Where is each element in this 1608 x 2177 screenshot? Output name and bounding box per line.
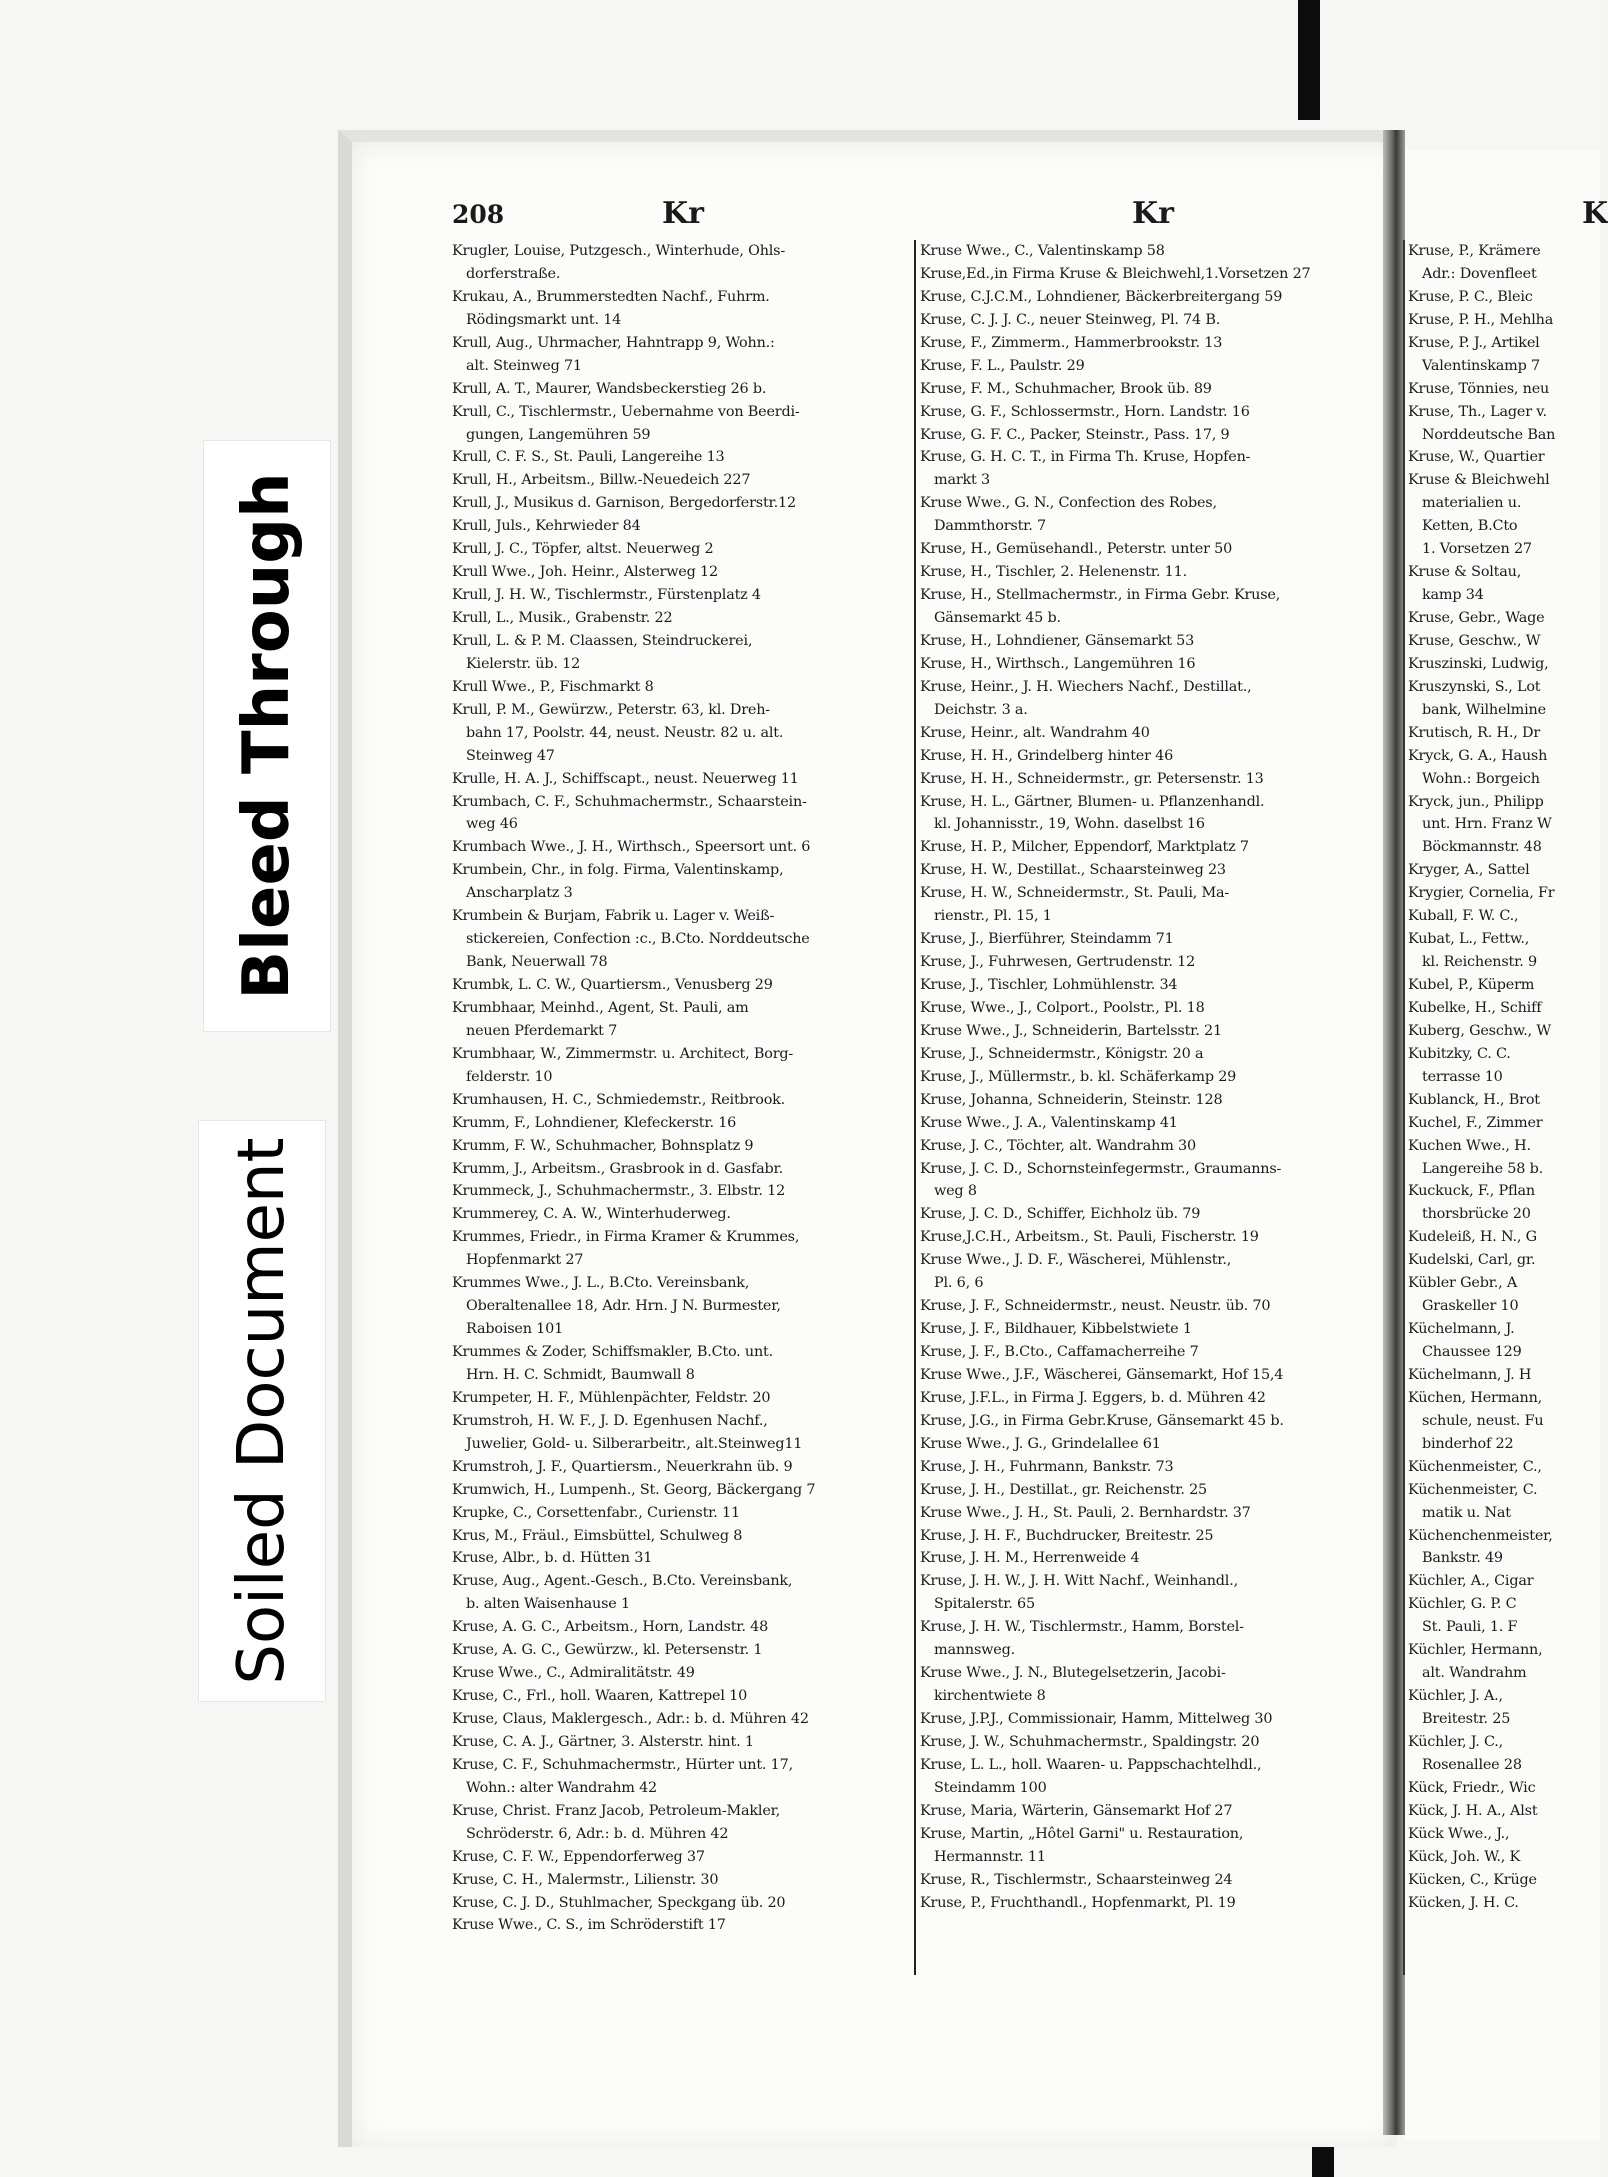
directory-entry-line: Kruse, Heinr., alt. Wandrahm 40 <box>920 724 1150 741</box>
directory-entry-line: Kruse, R., Tischlermstr., Schaarsteinweg 24 <box>920 1871 1233 1888</box>
directory-entry-line: Gänsemarkt 45 b. <box>934 610 1061 626</box>
directory-entry-line: Kruse Wwe., J. H., St. Pauli, 2. Bernhardstr. 37 <box>920 1504 1251 1521</box>
bleed-through-label <box>203 440 331 1032</box>
directory-entry-line: Rödingsmarkt unt. 14 <box>466 311 622 328</box>
directory-entry-line: Kruse, F. L., Paulstr. 29 <box>920 357 1085 374</box>
directory-entry-line: Kruse, H. P., Milcher, Eppendorf, Marktplatz 7 <box>920 839 1249 856</box>
directory-entry-line: Kruse, Th., Lager v. <box>1408 403 1547 420</box>
directory-entry-line: Kruse, W., Quartier <box>1408 449 1545 466</box>
directory-entry-line: Krumbhaar, Meinhd., Agent, St. Pauli, am <box>452 999 749 1016</box>
directory-entry-line: markt 3 <box>934 472 990 489</box>
directory-entry-line: Kryck, jun., Philipp <box>1408 793 1544 810</box>
directory-entry-line: Kruse, H. L., Gärtner, Blumen- u. Pflanzenhandl. <box>920 793 1265 810</box>
directory-entry-line: Kruse, P. J., Artikel <box>1408 334 1540 351</box>
directory-entry-line: Krummes & Zoder, Schiffsmakler, B.Cto. unt. <box>452 1344 774 1360</box>
directory-entry-line: Krumstroh, J. F., Quartiersm., Neuerkrahn üb. 9 <box>452 1458 793 1475</box>
directory-entry-line: Küchler, Hermann, <box>1408 1642 1543 1659</box>
directory-entry-line: Kielerstr. üb. 12 <box>466 655 581 672</box>
directory-entry-line: Kruse, J. H., Fuhrmann, Bankstr. 73 <box>920 1458 1174 1475</box>
directory-entry-line: Krull, J., Musikus d. Garnison, Bergedorferstr.12 <box>452 495 796 512</box>
directory-entry-line: Steinweg 47 <box>466 747 555 764</box>
directory-entry-line: Kubitzky, C. C. <box>1408 1045 1511 1062</box>
directory-entry-line: Kruse, Maria, Wärterin, Gänsemarkt Hof 27 <box>920 1802 1233 1819</box>
directory-entry-line: Kruse, J. F., B.Cto., Caffamacherreihe 7 <box>920 1344 1199 1360</box>
directory-entry-line: Kruse, H., Tischler, 2. Helenenstr. 11. <box>920 564 1187 581</box>
directory-entry-line: Krumm, F. W., Schuhmacher, Bohnsplatz 9 <box>452 1137 754 1154</box>
directory-entry-line: Küchler, A., Cigar <box>1408 1573 1534 1590</box>
directory-entry-line: Kück, Friedr., Wic <box>1408 1779 1536 1796</box>
directory-entry-line: Kruse Wwe., J.F., Wäscherei, Gänsemarkt, Hof 15,4 <box>920 1366 1284 1383</box>
directory-entry-line: Küchelmann, J. H <box>1408 1366 1532 1383</box>
directory-entry-line: Kruse, P., Fruchthandl., Hopfenmarkt, Pl. 19 <box>920 1894 1236 1911</box>
directory-entry-line: Kück, J. H. A., Alst <box>1408 1802 1538 1819</box>
directory-entry-line: Kruse, J., Bierführer, Steindamm 71 <box>920 931 1174 948</box>
directory-entry-line: kamp 34 <box>1422 587 1484 604</box>
directory-entry-line: Kubel, P., Küperm <box>1408 977 1535 993</box>
directory-entry-line: Kruse, H. H., Schneidermstr., gr. Petersenstr. 13 <box>920 770 1264 787</box>
directory-entry-line: Krummeck, J., Schuhmachermstr., 3. Elbstr. 12 <box>452 1183 786 1200</box>
directory-entry-line: Kryger, A., Sattel <box>1408 862 1530 879</box>
directory-entry-line: Schröderstr. 6, Adr.: b. d. Mühren 42 <box>466 1825 729 1842</box>
directory-entry-line: gungen, Langemühren 59 <box>466 426 651 443</box>
directory-entry-line: Kück, Joh. W., K <box>1408 1848 1521 1865</box>
directory-entry-line: Kruse, H. W., Schneidermstr., St. Pauli, Ma- <box>920 885 1230 902</box>
directory-entry-line: Norddeutsche Ban <box>1422 426 1556 443</box>
directory-entry-line: Krull, H., Arbeitsm., Billw.-Neuedeich 227 <box>452 472 751 489</box>
bleed-through-text: Bleed Through <box>230 472 304 1000</box>
directory-entry-line: weg 8 <box>934 1183 977 1200</box>
directory-entry-line: Küchenchenmeister, <box>1408 1527 1553 1544</box>
directory-entry-line: Chaussee 129 <box>1422 1344 1522 1360</box>
directory-entry-line: Krumbach, C. F., Schuhmachermstr., Schaarstein- <box>452 793 807 810</box>
soiled-document-label <box>198 1120 326 1702</box>
directory-entry-line: felderstr. 10 <box>466 1068 553 1085</box>
directory-entry-line: Valentinskamp 7 <box>1422 357 1540 374</box>
directory-entry-line: Kruse, Wwe., J., Colport., Poolstr., Pl. 18 <box>920 999 1205 1016</box>
directory-entry-line: Kruse, Aug., Agent.-Gesch., B.Cto. Vereinsbank, <box>452 1573 793 1590</box>
directory-entry-line: Kruse, C., Frl., holl. Waaren, Kattrepel 10 <box>452 1688 748 1705</box>
directory-entry-line: Krull, Aug., Uhrmacher, Hahntrapp 9, Wohn.: <box>452 334 775 351</box>
directory-entry-line: Kruse Wwe., G. N., Confection des Robes, <box>920 495 1217 512</box>
directory-entry-line: Kruse, J.G., in Firma Gebr.Kruse, Gänsemarkt 45 b. <box>920 1412 1284 1429</box>
directory-entry-line: Krumbk, L. C. W., Quartiersm., Venusberg 29 <box>452 977 773 993</box>
directory-entry-line: Kruse, Johanna, Schneiderin, Steinstr. 128 <box>920 1091 1223 1108</box>
directory-entry-line: Kücken, J. H. C. <box>1408 1894 1519 1911</box>
directory-entry-line: Krull, L. & P. M. Claassen, Steindruckerei, <box>452 632 753 649</box>
directory-entry-line: Kruse, J. C. D., Schornsteinfegermstr., Graumanns- <box>920 1160 1282 1177</box>
directory-entry-line: Kruse, J. F., Bildhauer, Kibbelstwiete 1 <box>920 1321 1192 1338</box>
directory-entry-line: Krumbein & Burjam, Fabrik u. Lager v. Weiß- <box>452 908 775 925</box>
directory-entry-line: stickereien, Confection :c., B.Cto. Norddeutsche <box>466 931 810 948</box>
directory-entry-line: Kruse, C. A. J., Gärtner, 3. Alsterstr. hint. 1 <box>452 1733 754 1750</box>
directory-entry-line: Kruse, J. H. W., J. H. Witt Nachf., Weinhandl., <box>920 1573 1238 1590</box>
directory-entry-line: Ketten, B.Cto <box>1422 518 1518 535</box>
directory-entry-line: Kruse, H. H., Grindelberg hinter 46 <box>920 747 1174 764</box>
directory-entry-line: Kruse, H., Wirthsch., Langemühren 16 <box>920 655 1196 672</box>
directory-entry-line: Kuchel, F., Zimmer <box>1408 1114 1543 1131</box>
directory-entry-line: b. alten Waisenhause 1 <box>466 1596 630 1613</box>
right-running-head: Kr <box>1132 196 1174 231</box>
directory-entry-line: Krumbhaar, W., Zimmermstr. u. Architect, Borg- <box>452 1045 794 1062</box>
page-number: 208 <box>452 200 505 229</box>
directory-entry-line: Kruse, P. C., Bleic <box>1408 288 1533 305</box>
directory-entry-line: Küchen, Hermann, <box>1408 1389 1543 1406</box>
column-rule <box>914 240 916 1975</box>
directory-entry-line: matik u. Nat <box>1422 1504 1511 1521</box>
directory-entry-line: thorsbrücke 20 <box>1422 1206 1531 1223</box>
directory-entry-line: Hrn. H. C. Schmidt, Baumwall 8 <box>466 1366 695 1383</box>
directory-entry-line: Kubat, L., Fettw., <box>1408 931 1530 948</box>
directory-entry-line: Kruszinski, Ludwig, <box>1408 655 1549 672</box>
directory-entry-line: Kruse & Soltau, <box>1408 564 1522 581</box>
directory-entry-line: Krull, P. M., Gewürzw., Peterstr. 63, kl. Dreh- <box>452 701 770 718</box>
directory-entry-line: alt. Steinweg 71 <box>466 357 582 374</box>
directory-entry-line: Krumpeter, H. F., Mühlenpächter, Feldstr. 20 <box>452 1389 771 1406</box>
left-column <box>452 240 912 1937</box>
directory-entry-line: Kruse, Heinr., J. H. Wiechers Nachf., Destillat., <box>920 678 1252 695</box>
directory-entry-line: Kruse, F. M., Schuhmacher, Brook üb. 89 <box>920 380 1212 397</box>
directory-entry-line: materialien u. <box>1422 495 1522 512</box>
directory-entry-line: Kuball, F. W. C., <box>1408 908 1519 925</box>
directory-entry-line: Spitalerstr. 65 <box>934 1596 1035 1613</box>
directory-entry-line: Kruse Wwe., J., Schneiderin, Bartelsstr. 21 <box>920 1022 1222 1039</box>
directory-entry-line: Graskeller 10 <box>1422 1298 1519 1315</box>
directory-entry-line: Krull, C. F. S., St. Pauli, Langereihe 13 <box>452 449 725 466</box>
directory-entry-line: Adr.: Dovenfleet <box>1422 265 1537 282</box>
directory-entry-line: Kruse Wwe., C. S., im Schröderstift 17 <box>452 1917 726 1934</box>
directory-entry-line: Kruse, P., Krämere <box>1408 243 1541 259</box>
directory-entry-line: Oberaltenallee 18, Adr. Hrn. J N. Burmester, <box>466 1298 781 1315</box>
directory-entry-line: Krumwich, H., Lumpenh., St. Georg, Bäckergang 7 <box>452 1481 816 1498</box>
directory-entry-line: Kruse, J. C., Töchter, alt. Wandrahm 30 <box>920 1137 1196 1154</box>
right-column <box>920 240 1382 1914</box>
directory-entry-line: Kuberg, Geschw., W <box>1408 1022 1551 1039</box>
directory-entry-line: Kruse, J., Fuhrwesen, Gertrudenstr. 12 <box>920 954 1196 971</box>
directory-entry-line: Krygier, Cornelia, Fr <box>1408 885 1555 902</box>
directory-entry-line: Kruse & Bleichwehl <box>1408 472 1550 489</box>
directory-entry-line: Krutisch, R. H., Dr <box>1408 724 1541 741</box>
directory-entry-line: Kruse Wwe., J. G., Grindelallee 61 <box>920 1435 1161 1452</box>
directory-entry-line: Kruse, C. J. J. C., neuer Steinweg, Pl. 74 B. <box>920 311 1221 328</box>
directory-entry-line: St. Pauli, 1. F <box>1422 1619 1518 1636</box>
directory-entry-line: Krumstroh, H. W. F., J. D. Egenhusen Nachf., <box>452 1412 768 1429</box>
directory-entry-line: Krumbein, Chr., in folg. Firma, Valentinskamp, <box>452 862 784 879</box>
directory-entry-line: Böckmannstr. 48 <box>1422 839 1542 856</box>
directory-entry-line: Kruse, C. F., Schuhmachermstr., Hürter unt. 17, <box>452 1756 793 1773</box>
directory-entry-line: Krumm, F., Lohndiener, Klefeckerstr. 16 <box>452 1114 737 1131</box>
directory-entry-line: binderhof 22 <box>1422 1435 1514 1452</box>
directory-entry-line: Hermannstr. 11 <box>934 1848 1046 1865</box>
directory-entry-line: Kruse, F., Zimmerm., Hammerbrookstr. 13 <box>920 334 1223 351</box>
directory-entry-line: Kruse, Tönnies, neu <box>1408 380 1550 397</box>
directory-entry-line: Deichstr. 3 a. <box>934 701 1028 718</box>
directory-entry-line: Kruse, J., Tischler, Lohmühlenstr. 34 <box>920 977 1178 993</box>
directory-entry-line: Krull, J. C., Töpfer, altst. Neuerweg 2 <box>452 541 714 558</box>
directory-entry-line: Kruse Wwe., C., Valentinskamp 58 <box>920 243 1165 259</box>
directory-entry-line: Kruse, C. H., Malermstr., Lilienstr. 30 <box>452 1871 719 1888</box>
directory-entry-line: Breitestr. 25 <box>1422 1711 1511 1727</box>
directory-entry-line: Kruse, J.P.J., Commissionair, Hamm, Mittelweg 30 <box>920 1711 1273 1727</box>
directory-entry-line: Steindamm 100 <box>934 1779 1047 1796</box>
directory-entry-line: Kruse, H. W., Destillat., Schaarsteinweg 23 <box>920 862 1226 879</box>
directory-entry-line: 1. Vorsetzen 27 <box>1422 541 1532 558</box>
directory-entry-line: weg 46 <box>466 816 518 833</box>
directory-entry-line: Krulle, H. A. J., Schiffscapt., neust. Neuerweg 11 <box>452 770 799 787</box>
directory-entry-line: Krummes Wwe., J. L., B.Cto. Vereinsbank, <box>452 1275 750 1292</box>
directory-entry-line: rienstr., Pl. 15, 1 <box>934 908 1052 925</box>
directory-entry-line: Kruszynski, S., Lot <box>1408 678 1541 695</box>
directory-entry-line: Kruse, J. H. M., Herrenweide 4 <box>920 1550 1140 1567</box>
directory-entry-line: Küchler, G. P. C <box>1408 1596 1517 1613</box>
directory-entry-line: Rosenallee 28 <box>1422 1756 1522 1773</box>
directory-entry-line: Kruse, H., Lohndiener, Gänsemarkt 53 <box>920 632 1195 649</box>
directory-entry-line: Kruse, J. F., Schneidermstr., neust. Neustr. üb. 70 <box>920 1298 1271 1315</box>
directory-entry-line: Wohn.: alter Wandrahm 42 <box>466 1779 658 1796</box>
page-gutter <box>1383 130 1405 2135</box>
directory-entry-line: Kruse, J. H., Destillat., gr. Reichenstr. 25 <box>920 1481 1207 1498</box>
directory-entry-line: Kruse, L. L., holl. Waaren- u. Pappschachtelhdl., <box>920 1756 1262 1773</box>
directory-entry-line: Kryck, G. A., Haush <box>1408 747 1548 764</box>
directory-entry-line: Kruse, Martin, „Hôtel Garni" u. Restauration, <box>920 1825 1244 1842</box>
directory-entry-line: terrasse 10 <box>1422 1068 1503 1085</box>
directory-entry-line: kl. Reichenstr. 9 <box>1422 954 1537 971</box>
directory-entry-line: Kruse, Claus, Maklergesch., Adr.: b. d. Mühren 42 <box>452 1711 809 1727</box>
directory-entry-line: Kruse, J. H. F., Buchdrucker, Breitestr. 25 <box>920 1527 1214 1544</box>
directory-entry-line: Krummerey, C. A. W., Winterhuderweg. <box>452 1206 731 1223</box>
facing-page-column <box>1408 240 1600 1914</box>
directory-entry-line: Kruse, G. F., Schlossermstr., Horn. Landstr. 16 <box>920 403 1250 420</box>
directory-entry-line: Krummes, Friedr., in Firma Kramer & Krummes, <box>452 1229 800 1246</box>
directory-entry-line: Kruse Wwe., J. N., Blutegelsetzerin, Jacobi- <box>920 1665 1226 1682</box>
directory-entry-line: Kruse, P. H., Mehlha <box>1408 311 1554 328</box>
directory-entry-line: dorferstraße. <box>466 265 561 282</box>
directory-entry-line: Kruse, A. G. C., Arbeitsm., Horn, Landstr. 48 <box>452 1619 769 1636</box>
directory-entry-line: Kudelski, Carl, gr. <box>1408 1252 1536 1269</box>
directory-entry-line: Kublanck, H., Brot <box>1408 1091 1540 1108</box>
directory-entry-line: Kruse, G. F. C., Packer, Steinstr., Pass. 17, 9 <box>920 426 1230 443</box>
directory-entry-line: Krupke, C., Corsettenfabr., Curienstr. 11 <box>452 1504 740 1521</box>
directory-entry-line: Kruse,Ed.,in Firma Kruse & Bleichwehl,1.Vorsetzen 27 <box>920 265 1311 282</box>
directory-entry-line: Wohn.: Borgeich <box>1422 770 1540 787</box>
directory-entry-line: Kruse, C.J.C.M., Lohndiener, Bäckerbreitergang 59 <box>920 288 1283 305</box>
directory-entry-line: Kruse, C. J. D., Stuhlmacher, Speckgang üb. 20 <box>452 1894 786 1911</box>
directory-entry-line: Kruse, J. H. W., Tischlermstr., Hamm, Borstel- <box>920 1619 1244 1636</box>
directory-entry-line: Kruse, H., Gemüsehandl., Peterstr. unter 50 <box>920 541 1233 558</box>
directory-entry-line: Kücken, C., Krüge <box>1408 1871 1537 1888</box>
directory-entry-line: Küchenmeister, C., <box>1408 1458 1542 1475</box>
directory-entry-line: Krull, L., Musik., Grabenstr. 22 <box>452 610 673 626</box>
directory-entry-line: Krull, J. H. W., Tischlermstr., Fürstenplatz 4 <box>452 587 761 604</box>
directory-entry-line: Kruse Wwe., C., Admiralitätstr. 49 <box>452 1665 695 1682</box>
directory-entry-line: Krumhausen, H. C., Schmiedemstr., Reitbrook. <box>452 1091 786 1108</box>
directory-entry-line: Kruse, G. H. C. T., in Firma Th. Kruse, Hopfen- <box>920 449 1251 466</box>
directory-entry-line: Juwelier, Gold- u. Silberarbeitr., alt.Steinweg11 <box>466 1435 803 1452</box>
directory-entry-line: Krumm, J., Arbeitsm., Grasbrook in d. Gasfabr. <box>452 1160 783 1177</box>
directory-entry-line: Kruse, Gebr., Wage <box>1408 610 1545 626</box>
directory-entry-line: Hopfenmarkt 27 <box>466 1252 584 1269</box>
directory-entry-line: Kudeleiß, H. N., G <box>1408 1229 1537 1246</box>
directory-entry-line: Pl. 6, 6 <box>934 1275 984 1292</box>
gutter-rule <box>1403 240 1405 1975</box>
directory-entry-line: Kruse, A. G. C., Gewürzw., kl. Petersenstr. 1 <box>452 1642 763 1659</box>
directory-entry-line: Bankstr. 49 <box>1422 1550 1503 1567</box>
directory-entry-line: kl. Johannisstr., 19, Wohn. daselbst 16 <box>934 816 1205 833</box>
directory-entry-line: Kück Wwe., J., <box>1408 1825 1510 1842</box>
directory-entry-line: Kruse, Christ. Franz Jacob, Petroleum-Makler, <box>452 1802 781 1819</box>
directory-entry-line: Krumbach Wwe., J. H., Wirthsch., Speersort unt. 6 <box>452 839 811 856</box>
directory-entry-line: Bank, Neuerwall 78 <box>466 954 608 971</box>
directory-entry-line: Kruse, J. W., Schuhmachermstr., Spaldingstr. 20 <box>920 1733 1260 1750</box>
directory-entry-line: Raboisen 101 <box>466 1321 564 1338</box>
soiled-document-text: Soiled Document <box>225 1137 299 1685</box>
directory-entry-line: mannsweg. <box>934 1642 1015 1659</box>
directory-entry-line: Anscharplatz 3 <box>466 885 573 902</box>
directory-entry-line: alt. Wandrahm <box>1422 1665 1527 1682</box>
directory-entry-line: bank, Wilhelmine <box>1422 701 1546 718</box>
directory-entry-line: Krull, Juls., Kehrwieder 84 <box>452 518 641 535</box>
directory-entry-line: Langereihe 58 b. <box>1422 1160 1543 1177</box>
directory-entry-line: Kruse,J.C.H., Arbeitsm., St. Pauli, Fischerstr. 19 <box>920 1229 1259 1246</box>
directory-entry-line: neuen Pferdemarkt 7 <box>466 1022 618 1039</box>
directory-entry-line: schule, neust. Fu <box>1422 1412 1544 1429</box>
right-edge-bar-top <box>1298 0 1320 120</box>
directory-entry-line: kirchentwiete 8 <box>934 1688 1046 1705</box>
directory-entry-line: Krull Wwe., P., Fischmarkt 8 <box>452 678 654 695</box>
directory-entry-line: Krus, M., Fräul., Eimsbüttel, Schulweg 8 <box>452 1527 743 1544</box>
directory-entry-line: Kuckuck, F., Pflan <box>1408 1183 1536 1200</box>
directory-entry-line: Kruse Wwe., J. D. F., Wäscherei, Mühlenstr., <box>920 1252 1232 1269</box>
directory-entry-line: Krull, A. T., Maurer, Wandsbeckerstieg 26 b. <box>452 380 767 397</box>
directory-entry-line: Kruse, J.F.L., in Firma J. Eggers, b. d. Mühren 42 <box>920 1389 1266 1406</box>
directory-entry-line: Kubelke, H., Schiff <box>1408 999 1542 1016</box>
next-running-head: K <box>1582 196 1608 231</box>
directory-entry-line: Krugler, Louise, Putzgesch., Winterhude, Ohls- <box>452 243 786 259</box>
left-running-head: Kr <box>662 196 704 231</box>
directory-entry-line: bahn 17, Poolstr. 44, neust. Neustr. 82 u. alt. <box>466 724 784 741</box>
directory-entry-line: Dammthorstr. 7 <box>934 518 1046 535</box>
directory-entry-line: Kruse, J., Schneidermstr., Königstr. 20 a <box>920 1045 1204 1062</box>
page-header <box>452 196 1608 234</box>
directory-entry-line: unt. Hrn. Franz W <box>1422 816 1552 833</box>
directory-entry-line: Kruse, H., Stellmachermstr., in Firma Gebr. Kruse, <box>920 587 1281 604</box>
directory-entry-line: Küchelmann, J. <box>1408 1321 1515 1338</box>
directory-entry-line: Kuchen Wwe., H. <box>1408 1137 1531 1154</box>
directory-entry-line: Kruse, J. C. D., Schiffer, Eichholz üb. 79 <box>920 1206 1201 1223</box>
directory-entry-line: Kruse, Albr., b. d. Hütten 31 <box>452 1550 653 1567</box>
directory-entry-line: Küchler, J. A., <box>1408 1688 1503 1705</box>
directory-entry-line: Krull, C., Tischlermstr., Uebernahme von Beerdi- <box>452 403 800 420</box>
directory-entry-line: Kruse, J., Müllermstr., b. kl. Schäferkamp 29 <box>920 1068 1237 1085</box>
directory-entry-line: Krull Wwe., Joh. Heinr., Alsterweg 12 <box>452 564 718 581</box>
directory-entry-line: Kruse, Geschw., W <box>1408 632 1541 649</box>
directory-entry-line: Küchler, J. C., <box>1408 1733 1504 1750</box>
directory-entry-line: Küchenmeister, C. <box>1408 1481 1538 1498</box>
directory-entry-line: Kruse, C. F. W., Eppendorferweg 37 <box>452 1848 705 1865</box>
directory-entry-line: Krukau, A., Brummerstedten Nachf., Fuhrm. <box>452 288 770 305</box>
directory-entry-line: Kübler Gebr., A <box>1408 1275 1518 1292</box>
directory-entry-line: Kruse Wwe., J. A., Valentinskamp 41 <box>920 1114 1178 1131</box>
